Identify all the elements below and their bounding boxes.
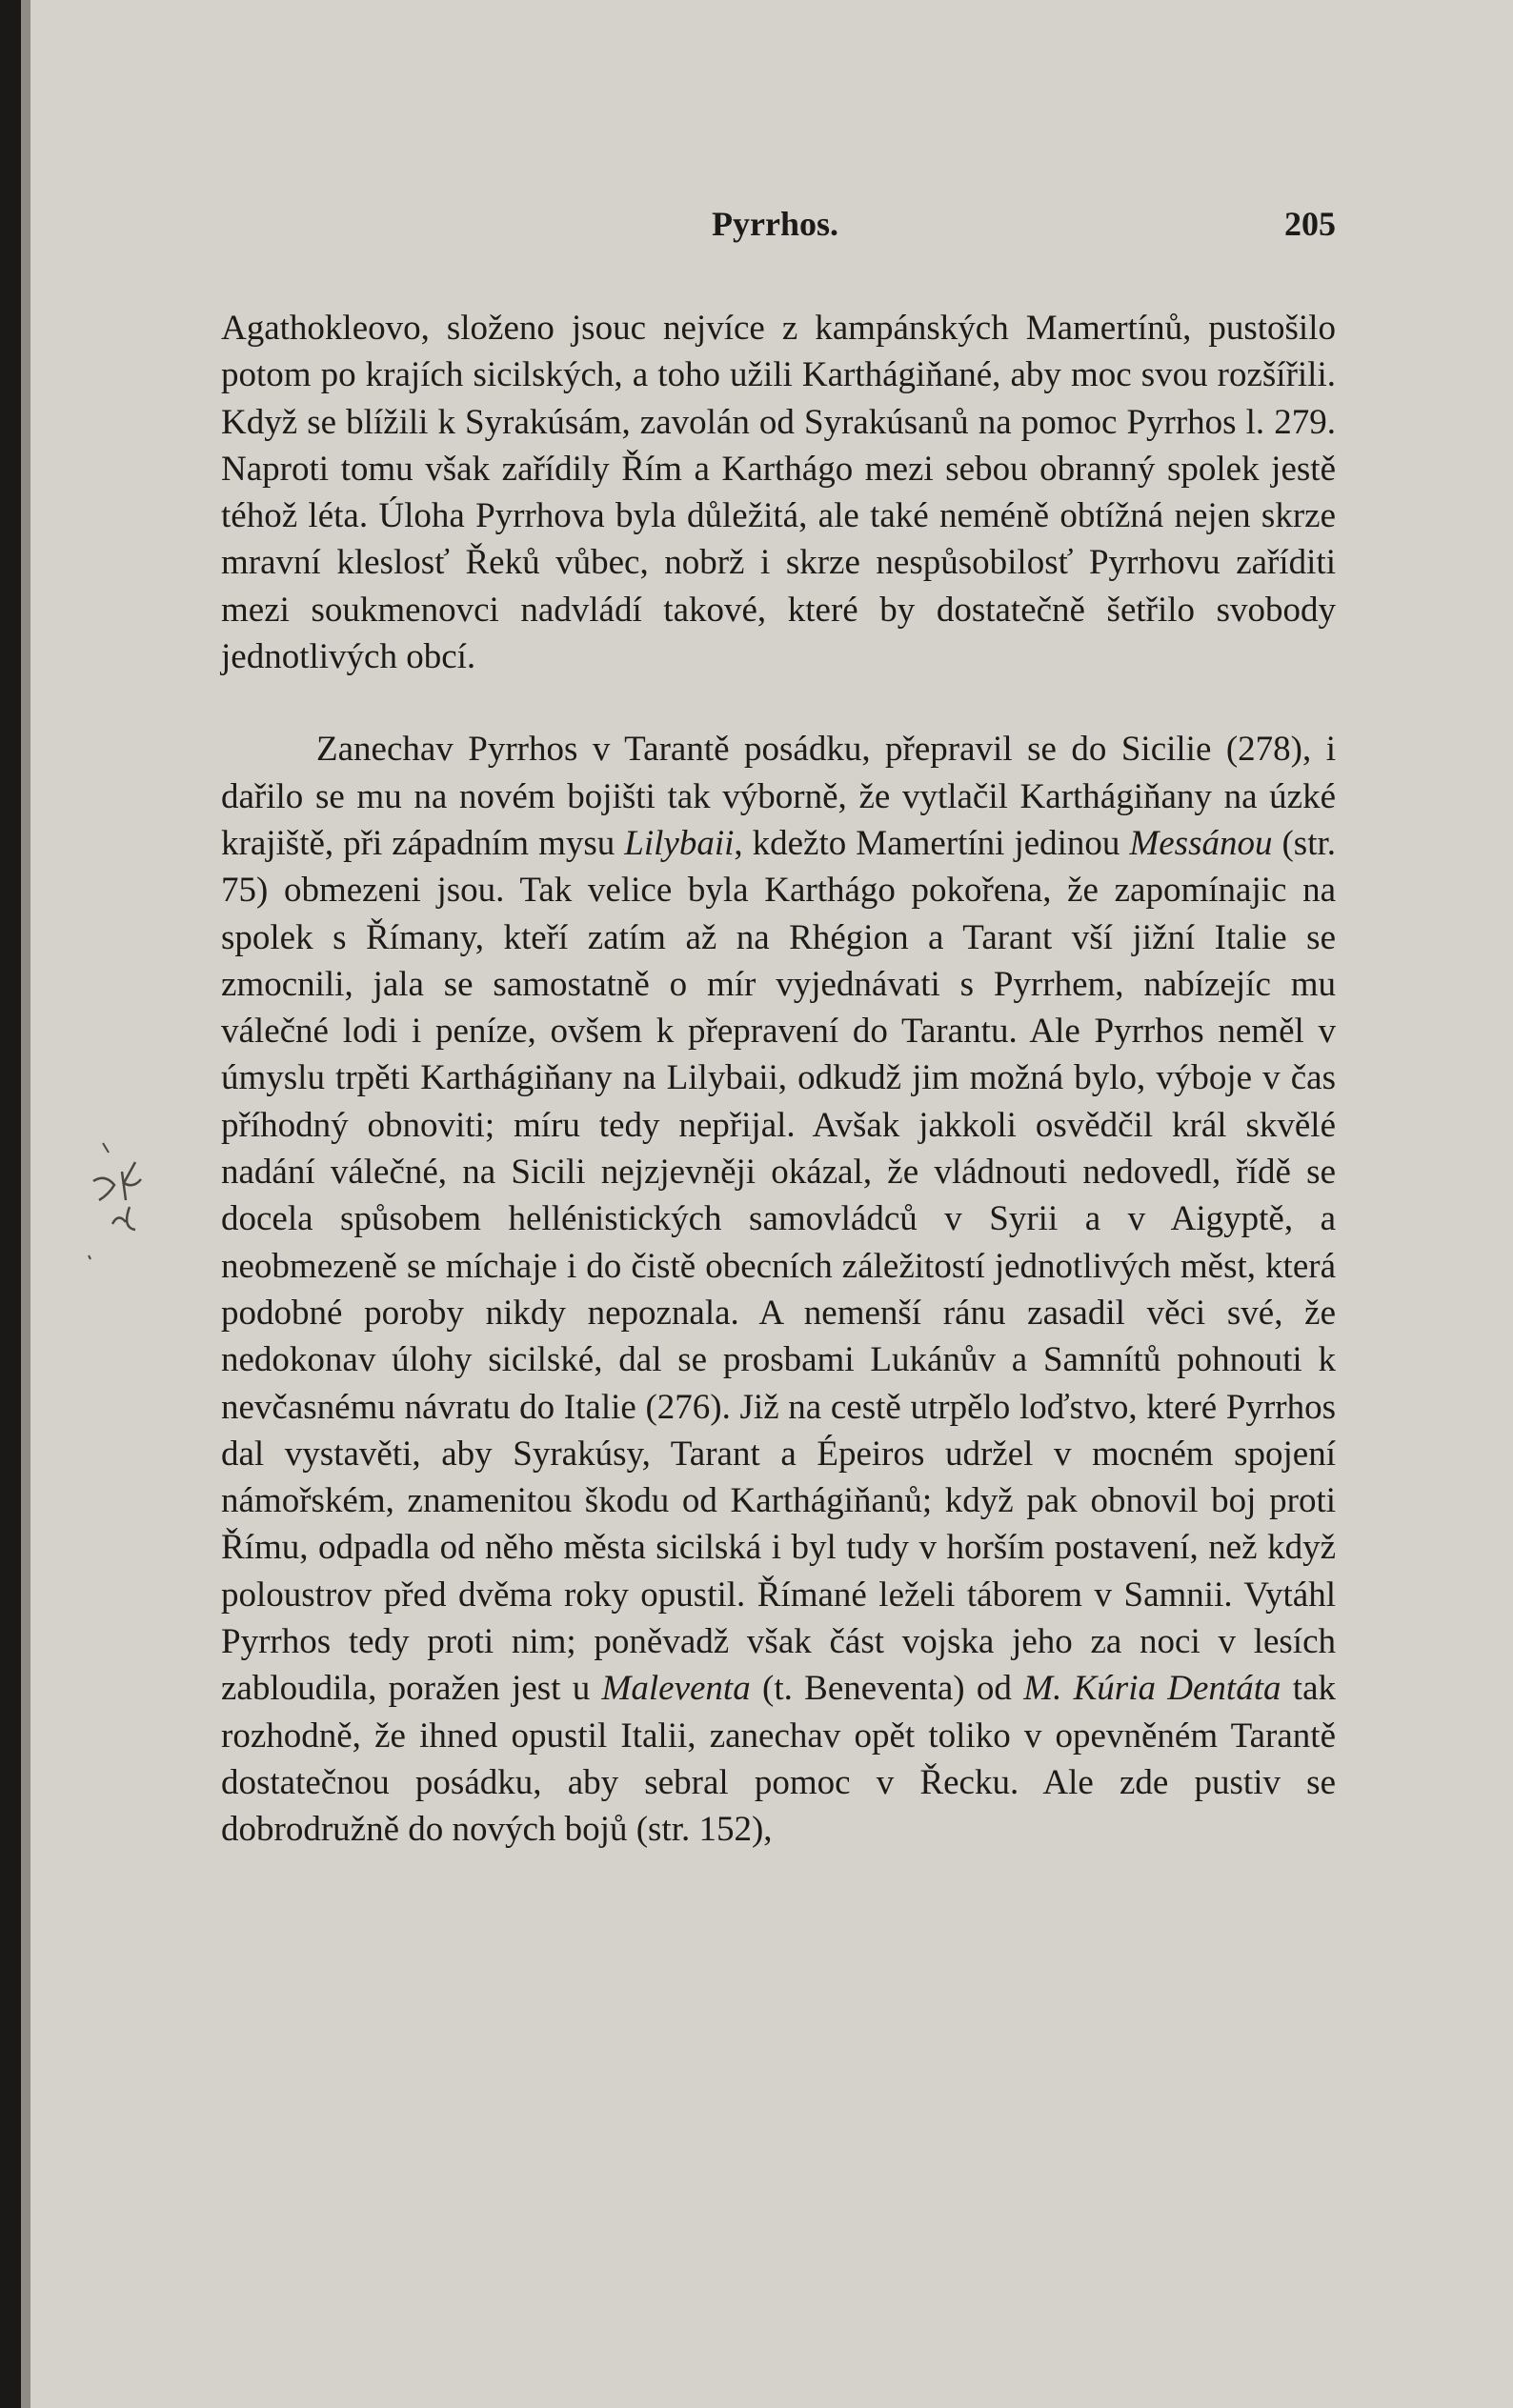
italic-place-name: Messánou <box>1129 823 1273 863</box>
italic-place-name: Maleventa <box>601 1669 751 1709</box>
text-segment: (str. 75) obmezeni jsou. Tak velice byla Karthágo pokořena, že zapomínajic na spolek s Římany, kteří zatím až na Rhégion a Tarant vší jižní Italie se zmocnili, jala se samostatně o mír vyjednávati s Pyrrhem, nabízejíc mu válečné lodi i peníze, ovšem k přepravení do Tarantu. Ale Pyrrhos neměl v úmyslu trpěti Karthágiňany na Lilybaii, odkudž jim možná bylo, výboje v čas příhodný obnoviti; míru tedy nepřijal. Avšak jakkoli osvědčil král skvělé nadání válečné, na Sicili nejzjevněji okázal, že vládnouti nedovedl, řídě se docela spůsobem hellénistických samovládců v Syrii a v Aigyptě, a neobmezeně se míchaje i do čistě obecních záležitostí jednotlivých měst, která podobné poroby nikdy nepoznala. A nemenší ránu zasadil věci své, že nedokonav úlohy sicilské, dal se prosbami Lukánův a Samnítů pohnouti k nevčasnému návratu do Italie (276). Již na cestě utrpělo loďstvo, které Pyrrhos dal vystavěti, aby Syrakúsy, Tarant a Épeiros udržel v mocném spojení námořském, znamenitou škodu od Karthágiňanů; když pak obnovil boj proti Římu, odpadla od něho města sicilská i byl tudy v horším postavení, než když poloustrov před dvěma roky opustil. Římané leželi táborem v Samnii. Vytáhl Pyrrhos tedy proti nim; poněvadž však část vojska jeho za noci v lesích zabloudila, poražen jest u <box>221 823 1337 1709</box>
handwritten-margin-mark <box>84 1134 189 1267</box>
italic-place-name: Lilybaii <box>624 823 735 863</box>
text-segment: Zanechav Pyrrhos v Tarantě posádku, přepravil se do Sicilie (278), i dařilo se mu na novém bojišti tak výborně, že vytlačil Karthágiňany na úzké krajiště, při západním mysu <box>221 730 1336 863</box>
text-segment: tak rozhodně, že ihned opustil Italii, zanechav opět toliko v opevněném Tarantě dostatečnou posádku, aby sebral pomoc v Řecku. Ale zde pustiv se dobrodružně do nových bojů (str. 152), <box>221 1669 1337 1850</box>
text-segment: , kdežto Mamertíni jedinou <box>734 823 1130 863</box>
body-text <box>221 305 1336 1854</box>
page-body <box>221 191 1336 1854</box>
paragraph-1 <box>221 305 1336 680</box>
running-head <box>221 191 1336 248</box>
page-number: 205 <box>1284 205 1336 243</box>
text-segment: Agathokleovo, složeno jsouc nejvíce z kampánských Mamertínů, pustošilo potom po krajích sicilských, a toho užili Karthágiňané, aby moc svou rozšířili. Když se blížili k Syrakúsám, zavolán od Syrakúsanů na pomoc Pyrrhos l. 279. Naproti tomu však zařídily Řím a Karthágo mezi sebou obranný spolek jestě téhož léta. Úloha Pyrrhova byla důležitá, ale také neméně obtížná nejen skrze mravní kleslosť Řeků vůbec, nobrž i skrze nespůsobilosť Pyrrhovu zaříditi mezi soukmenovci nadvládí takové, které by dostatečně šetřilo svobody jednotlivých obcí. <box>221 309 1336 677</box>
running-title: Pyrrhos. <box>712 205 838 243</box>
text-segment: (t. Beneventa) od <box>750 1669 1024 1709</box>
paragraph-2 <box>221 726 1336 1853</box>
book-spine-shadow <box>0 0 21 2408</box>
italic-person-name: M. Kúria Dentáta <box>1023 1669 1281 1709</box>
page-gutter <box>21 0 30 2408</box>
